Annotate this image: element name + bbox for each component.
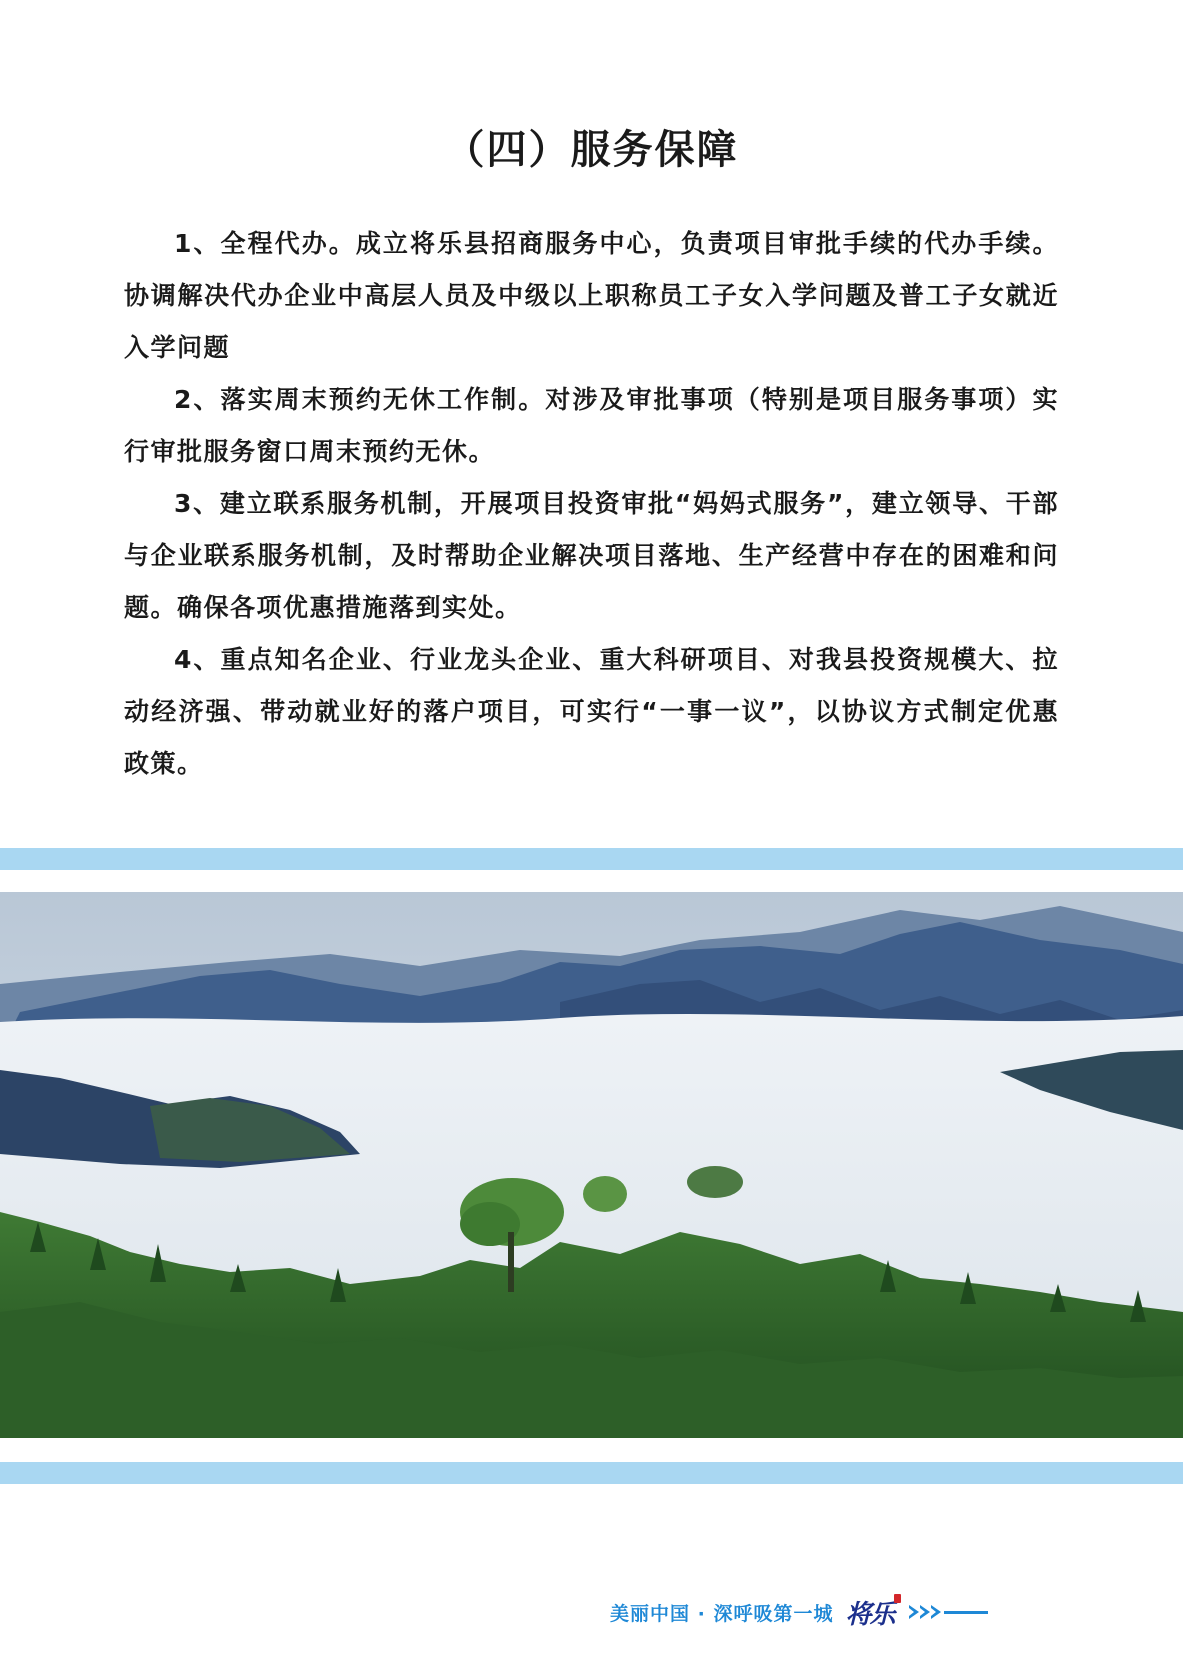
logo-text: 将乐 (845, 1599, 894, 1630)
paragraph-2: 2、落实周末预约无休工作制。对涉及审批事项（特别是项目服务事项）实行审批服务窗口周末预约无休。 (124, 385, 1059, 466)
chevron-arrows-icon (909, 1605, 988, 1619)
landscape-photo (0, 892, 1183, 1438)
decorative-band-bottom (0, 1462, 1183, 1484)
footer-slogan: 美丽中国 · 深呼吸第一城 (610, 1602, 834, 1625)
page-title: （四）服务保障 (444, 127, 739, 173)
paragraph-1: 1、全程代办。成立将乐县招商服务中心，负责项目审批手续的代办手续。协调解决代办企业中高层人员及中级以上职称员工子女入学问题及普工子女就近入学问题 (124, 229, 1059, 362)
jiangle-logo (845, 1594, 893, 1631)
paragraph-3: 3、建立联系服务机制，开展项目投资审批“妈妈式服务”，建立领导、干部与企业联系服务机制，及时帮助企业解决项目落地、生产经营中存在的困难和问题。确保各项优惠措施落到实处。 (124, 489, 1059, 622)
decorative-band-top (0, 848, 1183, 870)
body-text (124, 218, 1059, 790)
footer (610, 1592, 988, 1632)
paragraph-4: 4、重点知名企业、行业龙头企业、重大科研项目、对我县投资规模大、拉动经济强、带动就业好的落户项目，可实行“一事一议”，以协议方式制定优惠政策。 (124, 645, 1059, 778)
logo-seal-icon (894, 1594, 901, 1603)
